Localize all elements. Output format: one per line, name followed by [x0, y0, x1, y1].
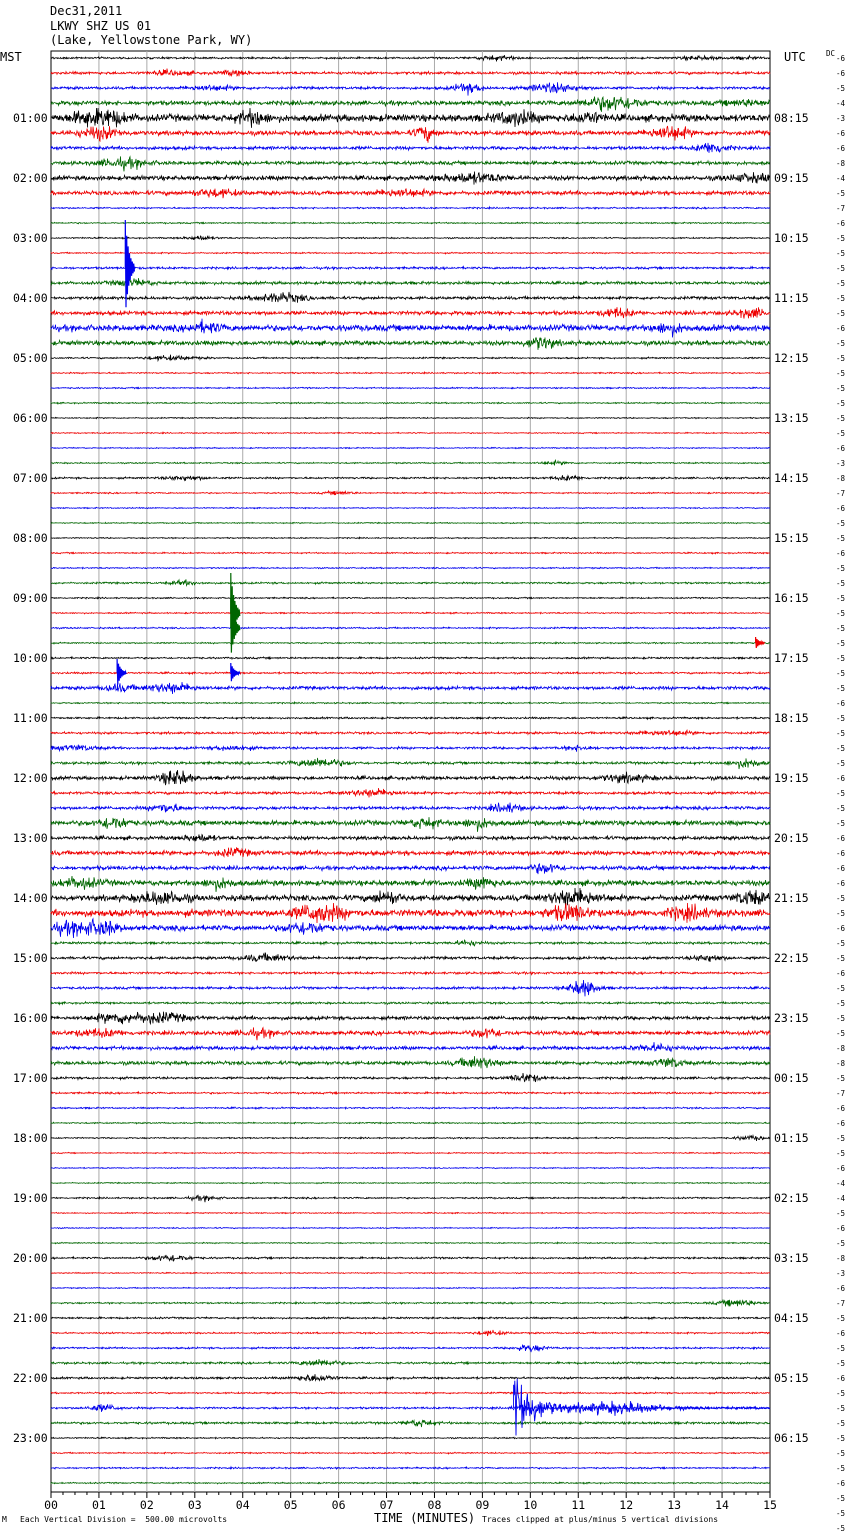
dc-offset-label: -6 [836, 324, 846, 333]
trace-line [51, 903, 770, 923]
trace-line [51, 143, 770, 153]
trace-line [51, 1287, 770, 1288]
trace-line [51, 319, 770, 338]
dc-offset-label: -5 [836, 1209, 846, 1218]
dc-offset-label: -5 [836, 1419, 846, 1428]
trace-line [51, 491, 770, 495]
trace-line [51, 522, 770, 523]
dc-offset-label: -6 [836, 864, 846, 873]
event-spike [117, 659, 126, 685]
dc-offset-label: -5 [836, 1029, 846, 1038]
right-hour-label: 13:15 [774, 411, 809, 425]
station-code: LKWY SHZ US 01 [50, 18, 152, 33]
dc-offset-label: -5 [836, 1149, 846, 1158]
trace-line [51, 1195, 770, 1202]
trace-line [51, 355, 770, 361]
right-hour-label: 16:15 [774, 591, 809, 605]
trace-line [51, 657, 770, 659]
trace-line [51, 1467, 770, 1469]
trace-line [51, 1272, 770, 1273]
left-hour-label: 23:00 [13, 1431, 48, 1445]
trace-line [51, 1227, 770, 1228]
dc-offset-label: -5 [836, 669, 846, 678]
trace-line [51, 579, 770, 585]
dc-offset-label: -5 [836, 84, 846, 93]
left-hour-label: 11:00 [13, 711, 48, 725]
trace-line [51, 1042, 770, 1051]
dc-offset-label: -5 [836, 939, 846, 948]
left-hour-label: 18:00 [13, 1131, 48, 1145]
right-hour-label: 23:15 [774, 1011, 809, 1025]
right-hour-label: 03:15 [774, 1251, 809, 1265]
dc-offset-label: -6 [836, 924, 846, 933]
dc-offset-label: -5 [836, 819, 846, 828]
trace-line [51, 848, 770, 857]
trace-line [51, 432, 770, 434]
dc-offset-label: -5 [836, 624, 846, 633]
right-hour-label: 22:15 [774, 951, 809, 965]
trace-line [51, 1420, 770, 1427]
trace-line [51, 189, 770, 199]
dc-offset-label: -6 [836, 1374, 846, 1383]
dc-offset-label: -5 [836, 429, 846, 438]
trace-line [51, 372, 770, 374]
dc-offset-label: -5 [836, 789, 846, 798]
dc-offset-label: -6 [836, 54, 846, 63]
chart-date: Dec31,2011 [50, 4, 123, 18]
event-spike [231, 663, 240, 681]
trace-line [51, 1073, 770, 1082]
trace-line [51, 1392, 770, 1394]
dc-offset-label: -5 [836, 579, 846, 588]
trace-line [51, 460, 770, 465]
right-hour-label: 14:15 [774, 471, 809, 485]
x-tick-label: 12 [619, 1498, 634, 1512]
trace-line [51, 266, 770, 269]
left-hour-label: 08:00 [13, 531, 48, 545]
axis-labels [13, 54, 846, 1534]
event-spike [756, 637, 765, 648]
dc-offset-label: -8 [836, 474, 846, 483]
left-hour-label: 09:00 [13, 591, 48, 605]
trace-line [51, 1482, 770, 1484]
dc-offset-label: -5 [836, 1434, 846, 1443]
left-timezone-label: MST [0, 50, 22, 64]
trace-line [51, 672, 770, 674]
dc-offset-label: -5 [836, 639, 846, 648]
right-hour-label: 10:15 [774, 231, 809, 245]
trace-line [51, 108, 770, 128]
dc-offset-label: -5 [836, 369, 846, 378]
right-hour-label: 17:15 [774, 651, 809, 665]
trace-line [51, 537, 770, 539]
trace-line [51, 1212, 770, 1213]
dc-offset-label: -7 [836, 1299, 846, 1308]
dc-offset-label: -4 [836, 1194, 846, 1203]
dc-offset-label: -6 [836, 774, 846, 783]
dc-offset-label: -5 [836, 609, 846, 618]
dc-offset-label: -5 [836, 534, 846, 543]
trace-line [51, 307, 770, 318]
trace-line [51, 417, 770, 418]
trace-line [51, 876, 770, 892]
trace-line [51, 864, 770, 874]
left-hour-label: 03:00 [13, 231, 48, 245]
trace-line [51, 475, 770, 480]
x-tick-label: 11 [571, 1498, 586, 1512]
dc-offset-label: -6 [836, 1329, 846, 1338]
right-hour-label: 20:15 [774, 831, 809, 845]
x-tick-label: 06 [331, 1498, 346, 1512]
x-axis-title: TIME (MINUTES) [374, 1511, 476, 1525]
right-hour-label: 05:15 [774, 1371, 809, 1385]
dc-offset-label: -5 [836, 1014, 846, 1023]
left-hour-label: 05:00 [13, 351, 48, 365]
left-hour-label: 17:00 [13, 1071, 48, 1085]
x-tick-label: 13 [667, 1498, 682, 1512]
dc-offset-label: -3 [836, 114, 846, 123]
dc-offset-label: -5 [836, 714, 846, 723]
trace-line [51, 1012, 770, 1025]
dc-offset-label: -5 [836, 1524, 846, 1533]
trace-line [51, 1152, 770, 1153]
dc-offset-label: -5 [836, 519, 846, 528]
dc-offset-label: -5 [836, 1494, 846, 1503]
dc-offset-label: -5 [836, 384, 846, 393]
dc-offset-label: -5 [836, 984, 846, 993]
dc-offset-label: -3 [836, 1269, 846, 1278]
trace-line [51, 888, 770, 908]
trace-line [51, 835, 770, 842]
dc-offset-label: -6 [836, 849, 846, 858]
trace-line [51, 236, 770, 240]
trace-line [51, 803, 770, 813]
trace-line [51, 552, 770, 554]
dc-offset-label: -5 [836, 414, 846, 423]
x-tick-label: 14 [715, 1498, 729, 1512]
scale-note: Each Vertical Division = 500.00 microvolts [20, 1515, 228, 1524]
dc-offset-label: -5 [836, 804, 846, 813]
trace-line [51, 222, 770, 224]
left-hour-label: 19:00 [13, 1191, 48, 1205]
trace-line [51, 1122, 770, 1124]
left-hour-label: 06:00 [13, 411, 48, 425]
right-hour-label: 02:15 [774, 1191, 809, 1205]
trace-line [51, 1242, 770, 1244]
trace-line [51, 702, 770, 704]
left-hour-label: 12:00 [13, 771, 48, 785]
trace-line [51, 447, 770, 448]
x-tick-label: 02 [139, 1498, 154, 1512]
trace-line [51, 1002, 770, 1005]
trace-line [51, 567, 770, 569]
left-hour-label: 22:00 [13, 1371, 48, 1385]
x-tick-label: 05 [283, 1498, 298, 1512]
trace-line [51, 1167, 770, 1168]
dc-offset-label: -8 [836, 1254, 846, 1263]
dc-offset-label: -6 [836, 1224, 846, 1233]
dc-offset-label: -6 [836, 504, 846, 513]
trace-line [51, 292, 770, 303]
dc-offset-label: -5 [836, 684, 846, 693]
trace-line [51, 1330, 770, 1336]
dc-offset-label: -4 [836, 1179, 846, 1188]
left-hour-label: 01:00 [13, 111, 48, 125]
trace-line [51, 1437, 770, 1439]
dc-offset-label: -5 [836, 1314, 846, 1323]
dc-offset-label: -6 [836, 1119, 846, 1128]
dc-offset-label: -5 [836, 564, 846, 573]
trace-line [51, 980, 770, 996]
right-hour-label: 06:15 [774, 1431, 809, 1445]
dc-offset-label: -5 [836, 594, 846, 603]
dc-offset-label: -5 [836, 1239, 846, 1248]
dc-offset-label: -4 [836, 99, 846, 108]
x-tick-label: 04 [235, 1498, 250, 1512]
dc-offset-label: -6 [836, 444, 846, 453]
trace-line [51, 1136, 770, 1142]
x-tick-label: 10 [523, 1498, 538, 1512]
dc-offset-label: -3 [836, 459, 846, 468]
dc-offset-label: -5 [836, 999, 846, 1008]
trace-line [51, 953, 770, 962]
dc-offset-label: -5 [836, 909, 846, 918]
dc-offset-label: -5 [836, 1389, 846, 1398]
trace-line [51, 172, 770, 185]
dc-offset-label: -6 [836, 834, 846, 843]
trace-line [51, 278, 770, 286]
dc-offset-label: -6 [836, 549, 846, 558]
right-hour-label: 11:15 [774, 291, 809, 305]
dc-offset-label: -5 [836, 654, 846, 663]
event-spike [125, 220, 134, 307]
dc-offset-label: -7 [836, 204, 846, 213]
dc-offset-label: -6 [836, 969, 846, 978]
dc-offset-label: -5 [836, 354, 846, 363]
trace-line [51, 717, 770, 719]
dc-offset-label: -8 [836, 1044, 846, 1053]
dc-offset-label: -8 [836, 159, 846, 168]
right-hour-label: 19:15 [774, 771, 809, 785]
trace-line [51, 1317, 770, 1319]
dc-offset-label: -5 [836, 1074, 846, 1083]
trace-line [51, 1056, 770, 1068]
dc-offset-label: -5 [836, 294, 846, 303]
left-hour-label: 21:00 [13, 1311, 48, 1325]
dc-offset-label: -5 [836, 1404, 846, 1413]
trace-line [51, 642, 770, 644]
trace-line [51, 1092, 770, 1094]
dc-offset-label: -5 [836, 189, 846, 198]
right-timezone-label: UTC [784, 50, 806, 64]
trace-line [51, 97, 770, 112]
x-tick-label: 03 [187, 1498, 202, 1512]
left-hour-label: 16:00 [13, 1011, 48, 1025]
dc-offset-label: -5 [836, 234, 846, 243]
trace-line [51, 55, 770, 61]
dc-offset-label: -5 [836, 1359, 846, 1368]
dc-header-label: DC [826, 49, 836, 58]
x-tick-label: 01 [92, 1498, 106, 1512]
trace-line [51, 1107, 770, 1109]
trace-line [51, 940, 770, 946]
right-hour-label: 00:15 [774, 1071, 809, 1085]
corner-mark: M [2, 1515, 7, 1524]
x-tick-label: 07 [379, 1498, 394, 1512]
trace-line [51, 1027, 770, 1040]
dc-offset-label: -5 [836, 729, 846, 738]
trace-line [51, 207, 770, 209]
trace-line [51, 1345, 770, 1352]
trace-line [51, 387, 770, 389]
right-hour-label: 09:15 [774, 171, 809, 185]
trace-line [51, 597, 770, 599]
dc-offset-label: -7 [836, 1089, 846, 1098]
seismic-traces [51, 55, 770, 1484]
clip-note: Traces clipped at plus/minus 5 vertical divisions [482, 1515, 719, 1524]
left-hour-label: 07:00 [13, 471, 48, 485]
dc-offset-label: -5 [836, 339, 846, 348]
dc-offset-label: -6 [836, 1479, 846, 1488]
trace-line [51, 126, 770, 143]
trace-line [51, 1255, 770, 1261]
trace-line [51, 919, 770, 938]
right-hour-label: 18:15 [774, 711, 809, 725]
trace-line [51, 252, 770, 254]
dc-offset-label: -5 [836, 249, 846, 258]
trace-line [51, 156, 770, 171]
trace-line [51, 788, 770, 798]
dc-offset-label: -6 [836, 1164, 846, 1173]
dc-offset-label: -5 [836, 279, 846, 288]
left-hour-label: 10:00 [13, 651, 48, 665]
right-hour-label: 01:15 [774, 1131, 809, 1145]
dc-offset-label: -5 [836, 1344, 846, 1353]
dc-offset-label: -5 [836, 1509, 846, 1518]
dc-offset-label: -5 [836, 954, 846, 963]
trace-line [51, 1182, 770, 1183]
dc-offset-label: -4 [836, 174, 846, 183]
dc-offset-label: -6 [836, 1284, 846, 1293]
dc-offset-label: -5 [836, 264, 846, 273]
dc-offset-label: -6 [836, 879, 846, 888]
x-tick-label: 09 [475, 1498, 490, 1512]
trace-line [51, 971, 770, 974]
trace-line [51, 1452, 770, 1454]
trace-line [51, 1359, 770, 1365]
left-hour-label: 15:00 [13, 951, 48, 965]
left-hour-label: 13:00 [13, 831, 48, 845]
x-tick-label: 08 [427, 1498, 442, 1512]
dc-offset-label: -5 [836, 744, 846, 753]
trace-line [51, 758, 770, 769]
trace-line [51, 402, 770, 404]
trace-line [51, 507, 770, 508]
right-hour-label: 12:15 [774, 351, 809, 365]
trace-line [51, 627, 770, 629]
trace-line [51, 817, 770, 832]
right-hour-label: 21:15 [774, 891, 809, 905]
dc-offset-label: -7 [836, 489, 846, 498]
trace-line [51, 82, 770, 95]
trace-line [51, 612, 770, 614]
station-location: (Lake, Yellowstone Park, WY) [50, 33, 253, 47]
dc-offset-label: -6 [836, 129, 846, 138]
x-tick-label: 15 [763, 1498, 777, 1512]
right-hour-label: 04:15 [774, 1311, 809, 1325]
trace-line [51, 745, 770, 752]
dc-offset-label: -6 [836, 219, 846, 228]
dc-offset-label: -5 [836, 309, 846, 318]
trace-line [51, 682, 770, 694]
trace-line [51, 338, 770, 350]
dc-offset-label: -5 [836, 894, 846, 903]
trace-line [51, 730, 770, 736]
dc-offset-label: -6 [836, 1104, 846, 1113]
dc-offset-label: -5 [836, 1449, 846, 1458]
dc-offset-label: -5 [836, 399, 846, 408]
left-hour-label: 04:00 [13, 291, 48, 305]
dc-offset-label: -5 [836, 1134, 846, 1143]
dc-offset-label: -6 [836, 144, 846, 153]
dc-offset-label: -5 [836, 1464, 846, 1473]
left-hour-label: 14:00 [13, 891, 48, 905]
dc-offset-label: -6 [836, 69, 846, 78]
x-tick-label: 00 [44, 1498, 58, 1512]
trace-line [51, 1300, 770, 1307]
right-hour-label: 15:15 [774, 531, 809, 545]
left-hour-label: 20:00 [13, 1251, 48, 1265]
dc-offset-label: -8 [836, 1059, 846, 1068]
dc-offset-label: -5 [836, 759, 846, 768]
trace-line [51, 1374, 770, 1381]
trace-line [51, 69, 770, 77]
dc-offset-label: -6 [836, 699, 846, 708]
left-hour-label: 02:00 [13, 171, 48, 185]
right-hour-label: 08:15 [774, 111, 809, 125]
trace-line [51, 770, 770, 785]
